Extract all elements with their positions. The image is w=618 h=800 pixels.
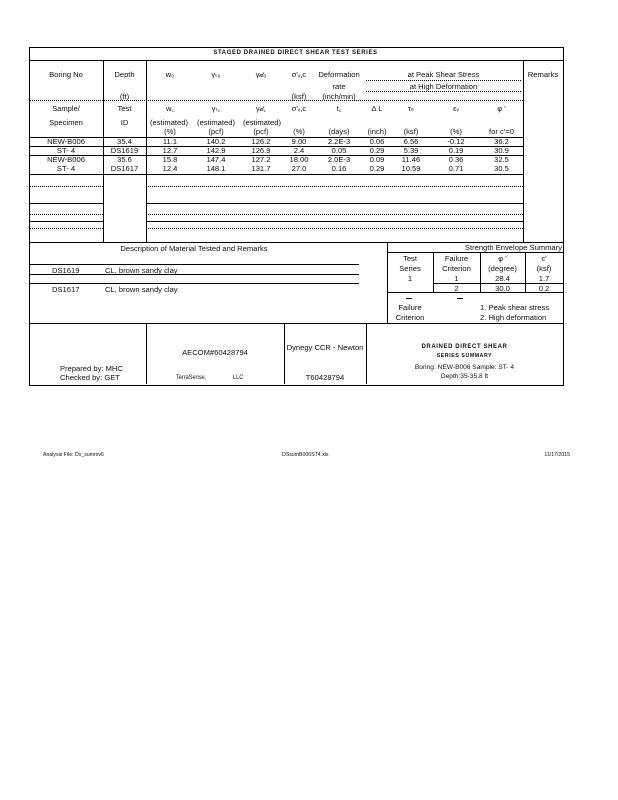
cell-gd: 127.2 [251, 155, 271, 164]
hdr-tc: t꜀ [336, 104, 342, 113]
hdr-sigma-unit: (ksf) [291, 92, 307, 101]
envelope-col-ksf: (ksf) [536, 264, 552, 273]
hdr-unit-days: (days) [328, 127, 350, 136]
divider [29, 174, 523, 175]
cell-rate: 2.2E-3 [327, 137, 351, 146]
cell-tau: 11.46 [401, 155, 421, 164]
cell-depth: 35.6 [117, 155, 132, 164]
cell-dl: 0.29 [369, 146, 385, 155]
boring-line: Boring: NEW-B006 Sample: ST- 4 [414, 364, 515, 371]
divider [29, 221, 103, 222]
hdr-unit-pct-2: (%) [293, 127, 305, 136]
cell-eps: 0.19 [448, 146, 464, 155]
envelope-series: 1 [407, 274, 413, 283]
hdr-high-deformation: at High Deformation [409, 82, 478, 91]
divider [146, 203, 523, 204]
prepared-by: Prepared by: MHC [60, 364, 123, 373]
hdr-sample: Sample/ [52, 104, 80, 113]
cell-depth: 35.4 [117, 137, 132, 146]
divider [406, 298, 412, 299]
cell-boring: ST- 4 [56, 164, 76, 173]
hdr-delta-l: Δ L [371, 104, 383, 113]
cell-sigma: 27.0 [291, 164, 307, 173]
cell-depth: DS1619 [110, 146, 139, 155]
cell-sigma: 2.4 [293, 146, 305, 155]
cell-w: 12.4 [162, 164, 178, 173]
dotted-divider [29, 100, 523, 101]
cell-eps: -0.12 [447, 137, 465, 146]
hdr-gamma-dc: γ𝒹꜀ [255, 104, 267, 113]
hdr-remarks: Remarks [527, 70, 559, 79]
envelope-legend-criterion: Criterion [395, 313, 425, 322]
hdr-specimen: Specimen [49, 118, 83, 127]
cell-gt: 140.2 [206, 137, 226, 146]
envelope-heading: Strength Envelope Summary [464, 243, 562, 252]
envelope-criterion: 2 [454, 284, 459, 293]
envelope-col-degree: (degree) [488, 264, 517, 273]
envelope-col-c: c' [541, 254, 547, 263]
hdr-unit-ksf: (ksf) [403, 127, 419, 136]
envelope-legend-2: 2. High deformation [480, 313, 547, 322]
cell-tau: 5.39 [403, 146, 419, 155]
company-name: TerraSense, [176, 374, 207, 381]
envelope-c: 1.7 [538, 274, 550, 283]
hdr-wc: w꜀ [165, 104, 175, 113]
hdr-est-2: (estimated) [197, 118, 235, 127]
divider [29, 283, 359, 284]
cell-gt: 147.4 [206, 155, 226, 164]
hdr-deformation: Deformation [318, 70, 360, 79]
envelope-phi: 30.0 [495, 284, 510, 293]
hdr-rate-unit: (inch/min) [322, 92, 356, 101]
hdr-id: ID [120, 118, 129, 127]
envelope-legend-1: 1. Peak shear stress [480, 303, 550, 312]
cell-w: 15.8 [162, 155, 178, 164]
dotted-divider [366, 80, 521, 81]
cell-tau: 6.56 [403, 137, 419, 146]
client-name: Dynegy CCR - Newton [286, 343, 364, 352]
cell-phi: 30.9 [494, 146, 509, 155]
dotted-divider [146, 214, 523, 215]
dotted-divider [29, 186, 103, 187]
divider [387, 252, 563, 253]
divider [29, 203, 103, 204]
hdr-eps-v: εᵥ [453, 104, 459, 113]
dotted-divider [146, 186, 523, 187]
description-text-1: CL, brown sandy clay [105, 266, 178, 275]
hdr-sigma-vc-2: σ'ᵥ,c [291, 104, 307, 113]
envelope-col-failure: Failure [444, 254, 469, 263]
description-id-1: DS1619 [52, 266, 80, 275]
cell-dl: 0.06 [369, 137, 385, 146]
cell-dl: 0.29 [369, 164, 385, 173]
hdr-unit-pct-3: (%) [450, 127, 462, 136]
summary-title: DRAINED DIRECT SHEAR [421, 344, 508, 350]
data-file: DSsumB006ST4.xls [282, 452, 329, 458]
envelope-col-test: Test [403, 254, 417, 263]
divider [387, 292, 563, 293]
hdr-unit-pct-1: (%) [164, 127, 176, 136]
cell-boring: NEW-B006 [47, 155, 85, 164]
hdr-unit-pcf-1: (pcf) [208, 127, 224, 136]
cell-phi: 32.5 [494, 155, 509, 164]
print-date: 11/17/2015 [544, 452, 570, 458]
cell-depth: DS1617 [110, 164, 139, 173]
cell-phi: 30.5 [494, 164, 509, 173]
hdr-unit-inch: (inch) [367, 127, 387, 136]
checked-by: Checked by: GET [60, 373, 120, 382]
description-text-2: CL, brown sandy clay [105, 285, 178, 294]
envelope-col-criterion: Criterion [442, 264, 471, 273]
project-number: AECOM#60428794 [182, 348, 248, 357]
divider [29, 264, 359, 265]
dotted-divider [29, 228, 103, 229]
cell-rate: 0.05 [331, 146, 347, 155]
hdr-peak-stress: at Peak Shear Stress [407, 70, 480, 79]
company-suffix: LLC [233, 374, 244, 381]
description-heading: Description of Material Tested and Remarks [120, 244, 268, 253]
envelope-phi: 28.4 [495, 274, 510, 283]
cell-tau: 10.59 [401, 164, 421, 173]
hdr-gamma-d0: γ𝒹₀ [255, 70, 267, 79]
col-divider [523, 60, 524, 242]
hdr-depth: Depth [114, 70, 135, 79]
hdr-rate: rate [332, 82, 346, 91]
cell-w: 11.1 [162, 137, 178, 146]
analysis-file: Analysis File: Ds_summv6 [43, 452, 104, 458]
hdr-tau-h: τₕ [407, 104, 415, 113]
divider [29, 274, 359, 275]
cell-boring: ST- 4 [56, 146, 76, 155]
cell-eps: 0.36 [448, 155, 464, 164]
envelope-legend-failure: Failure [398, 303, 422, 312]
envelope-col-series: Series [399, 264, 421, 273]
hdr-unit-pcf-2: (pcf) [253, 127, 269, 136]
hdr-est-1: (estimated) [150, 118, 188, 127]
hdr-boring-no: Boring No [49, 70, 83, 79]
divider [457, 298, 463, 299]
hdr-test: Test [117, 104, 132, 113]
hdr-sigma-vc: σ'ᵥ,c [291, 70, 307, 79]
hdr-gamma-tc: γₜ꜀ [211, 104, 221, 113]
cell-dl: 0.09 [369, 155, 385, 164]
cell-phi: 36.2 [494, 137, 509, 146]
cell-gd: 126.9 [251, 146, 271, 155]
divider [146, 221, 523, 222]
hdr-est-3: (estimated) [243, 118, 281, 127]
cell-w: 12.7 [162, 146, 178, 155]
envelope-col-phi: φ ' [498, 254, 507, 263]
hdr-w0: w₀ [165, 70, 175, 79]
envelope-criterion: 1 [454, 274, 459, 283]
description-id-2: DS1617 [52, 285, 80, 294]
cell-gt: 142.9 [206, 146, 226, 155]
cell-gd: 126.2 [251, 137, 271, 146]
dotted-divider [29, 214, 103, 215]
cell-rate: 0.16 [331, 164, 347, 173]
report-title: STAGED DRAINED DIRECT SHEAR TEST SERIES [213, 50, 378, 56]
divider [29, 60, 563, 61]
hdr-unit-for-c0: for c'=0 [489, 127, 514, 136]
cell-boring: NEW-B006 [47, 137, 85, 146]
job-number: T60428794 [305, 373, 345, 382]
summary-subtitle: SERIES SUMMARY [436, 353, 493, 359]
cell-eps: 0.71 [448, 164, 464, 173]
dotted-divider [366, 91, 521, 92]
divider [29, 323, 563, 324]
cell-gt: 148.1 [206, 164, 226, 173]
hdr-phi: φ ' [497, 104, 506, 113]
cell-gd: 131.7 [251, 164, 271, 173]
envelope-c: 0.2 [538, 284, 550, 293]
hdr-depth-unit: (ft) [119, 92, 130, 101]
depth-line: Depth:35-35.8 ft [440, 373, 489, 380]
hdr-gamma-t0: γₜ₀ [211, 70, 221, 79]
dotted-divider [146, 228, 523, 229]
cell-rate: 2.0E-3 [327, 155, 351, 164]
cell-sigma: 18.00 [289, 155, 309, 164]
cell-sigma: 9.00 [291, 137, 307, 146]
